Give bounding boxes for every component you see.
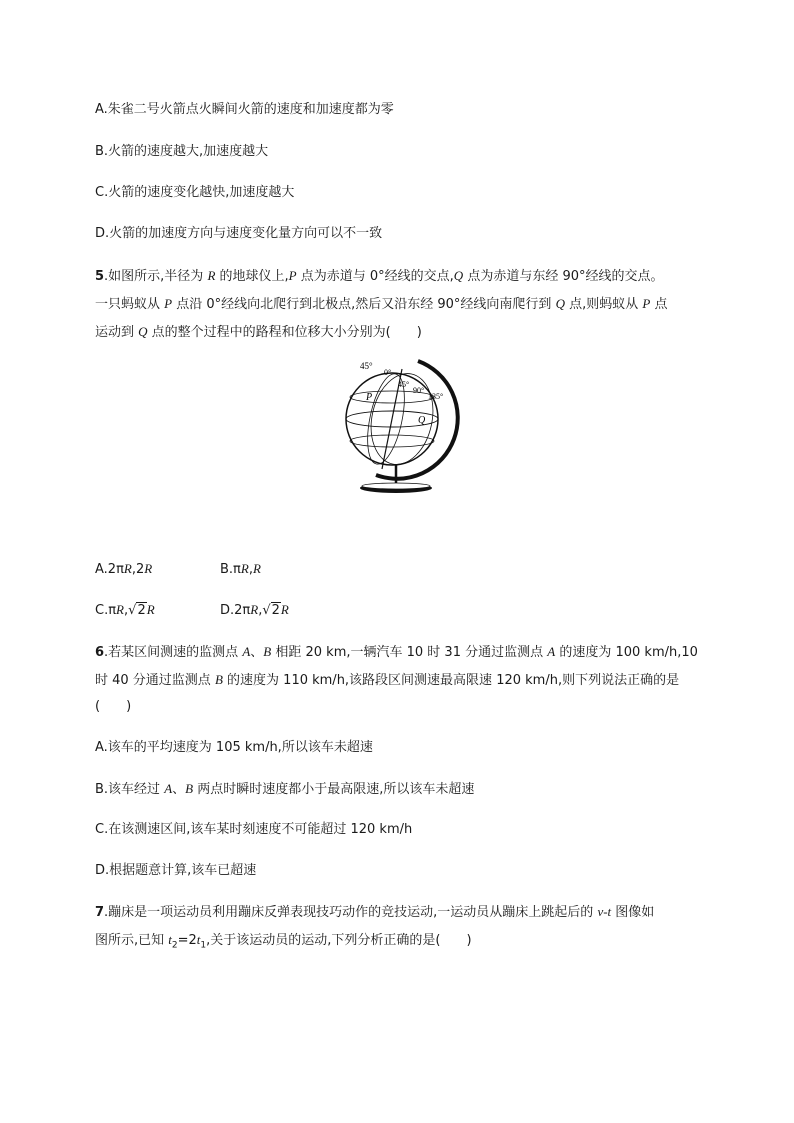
q5-option-a: A.2πR,2R bbox=[95, 561, 153, 577]
q5-options-row-2 bbox=[95, 601, 289, 620]
q5-text: 点,则蚂蚁从 bbox=[564, 297, 643, 312]
q7-stem-line-2: 图所示,已知 $t_2=2t_1$,关于该运动员的运动,下列分析正确的是( ) bbox=[95, 932, 472, 951]
globe-base-top bbox=[362, 483, 430, 489]
q5-text: 一只蚂蚁从 bbox=[95, 297, 165, 312]
label-p: P bbox=[366, 392, 373, 403]
label-45-right: 45° bbox=[398, 380, 410, 389]
q5-text: .如图所示,半径为 bbox=[104, 269, 208, 284]
q6-option-a: A.该车的平均速度为 105 km/h,所以该车未超速 bbox=[95, 740, 373, 755]
q4-option-d: D.火箭的加速度方向与速度变化量方向可以不一致 bbox=[95, 226, 383, 241]
q6-option-c: C.在该测速区间,该车某时刻速度不可能超过 120 km/h bbox=[95, 822, 413, 837]
q5-option-c: C.πR,√2R bbox=[95, 602, 155, 618]
q6-option-d: D.根据题意计算,该车已超速 bbox=[95, 863, 257, 878]
q7-number: 7 bbox=[95, 905, 105, 920]
q5-var-p: P bbox=[164, 296, 173, 311]
q5-option-d: D.2πR,√2R bbox=[220, 602, 289, 618]
q5-text: 的地球仪上, bbox=[215, 269, 289, 284]
q5-text: 运动到 bbox=[95, 325, 139, 340]
label-45-left: 45° bbox=[360, 361, 373, 371]
q5-var-r: R bbox=[207, 268, 216, 283]
q5-var-p: P bbox=[288, 268, 297, 283]
q4-option-a: A.朱雀二号火箭点火瞬间火箭的速度和加速度都为零 bbox=[95, 102, 394, 117]
sqrt-symbol: √2 bbox=[128, 603, 146, 618]
label-q: Q bbox=[418, 415, 426, 426]
q6-number: 6 bbox=[95, 645, 105, 660]
q5-text: 点沿 0°经线向北爬行到北极点,然后又沿东经 90°经线向南爬行到 bbox=[172, 297, 556, 312]
q5-text: 点为赤道与 0°经线的交点, bbox=[296, 269, 454, 284]
q5-number: 5 bbox=[95, 269, 105, 284]
q6-stem-line-3: ( ) bbox=[95, 699, 132, 714]
q5-options-row-1 bbox=[95, 560, 261, 579]
label-90: 90° bbox=[413, 386, 425, 395]
q6-stem-line-1: 6.若某区间测速的监测点 A、B 相距 20 km,一辆汽车 10 时 31 分通过监测点 A 的速度为 100 km/h,10 bbox=[95, 644, 698, 660]
q5-stem-line-2 bbox=[95, 295, 667, 314]
q5-var-p: P bbox=[642, 296, 651, 311]
label-135: 135° bbox=[428, 392, 444, 401]
q4-option-c: C.火箭的速度变化越快,加速度越大 bbox=[95, 185, 295, 200]
q5-var-q: Q bbox=[453, 268, 464, 283]
q5-option-b: B.πR,R bbox=[220, 561, 261, 577]
q5-var-q: Q bbox=[138, 324, 148, 339]
q5-text: 点 bbox=[650, 297, 668, 312]
globe-figure bbox=[340, 357, 460, 497]
q5-var-q: Q bbox=[555, 296, 565, 311]
label-0: 0° bbox=[384, 368, 392, 377]
q6-option-b: B.该车经过 A、B 两点时瞬时速度都小于最高限速,所以该车未超速 bbox=[95, 781, 475, 797]
q7-stem-line-1: 7.蹦床是一项运动员利用蹦床反弹表现技巧动作的竞技运动,一运动员从蹦床上跳起后的 v-t 图像如 bbox=[95, 904, 655, 920]
q6-stem-line-2: 时 40 分通过监测点 B 的速度为 110 km/h,该路段区间测速最高限速 120 km/h,则下列说法正确的是 bbox=[95, 672, 680, 688]
q5-text: 点为赤道与东经 90°经线的交点。 bbox=[463, 269, 664, 284]
q5-stem-line-3 bbox=[95, 323, 422, 342]
q5-text: 点的整个过程中的路程和位移大小分别为( ) bbox=[147, 325, 422, 340]
q5-stem-line-1 bbox=[95, 267, 664, 286]
q4-option-b: B.火箭的速度越大,加速度越大 bbox=[95, 144, 269, 159]
sqrt-symbol: √2 bbox=[262, 603, 280, 618]
